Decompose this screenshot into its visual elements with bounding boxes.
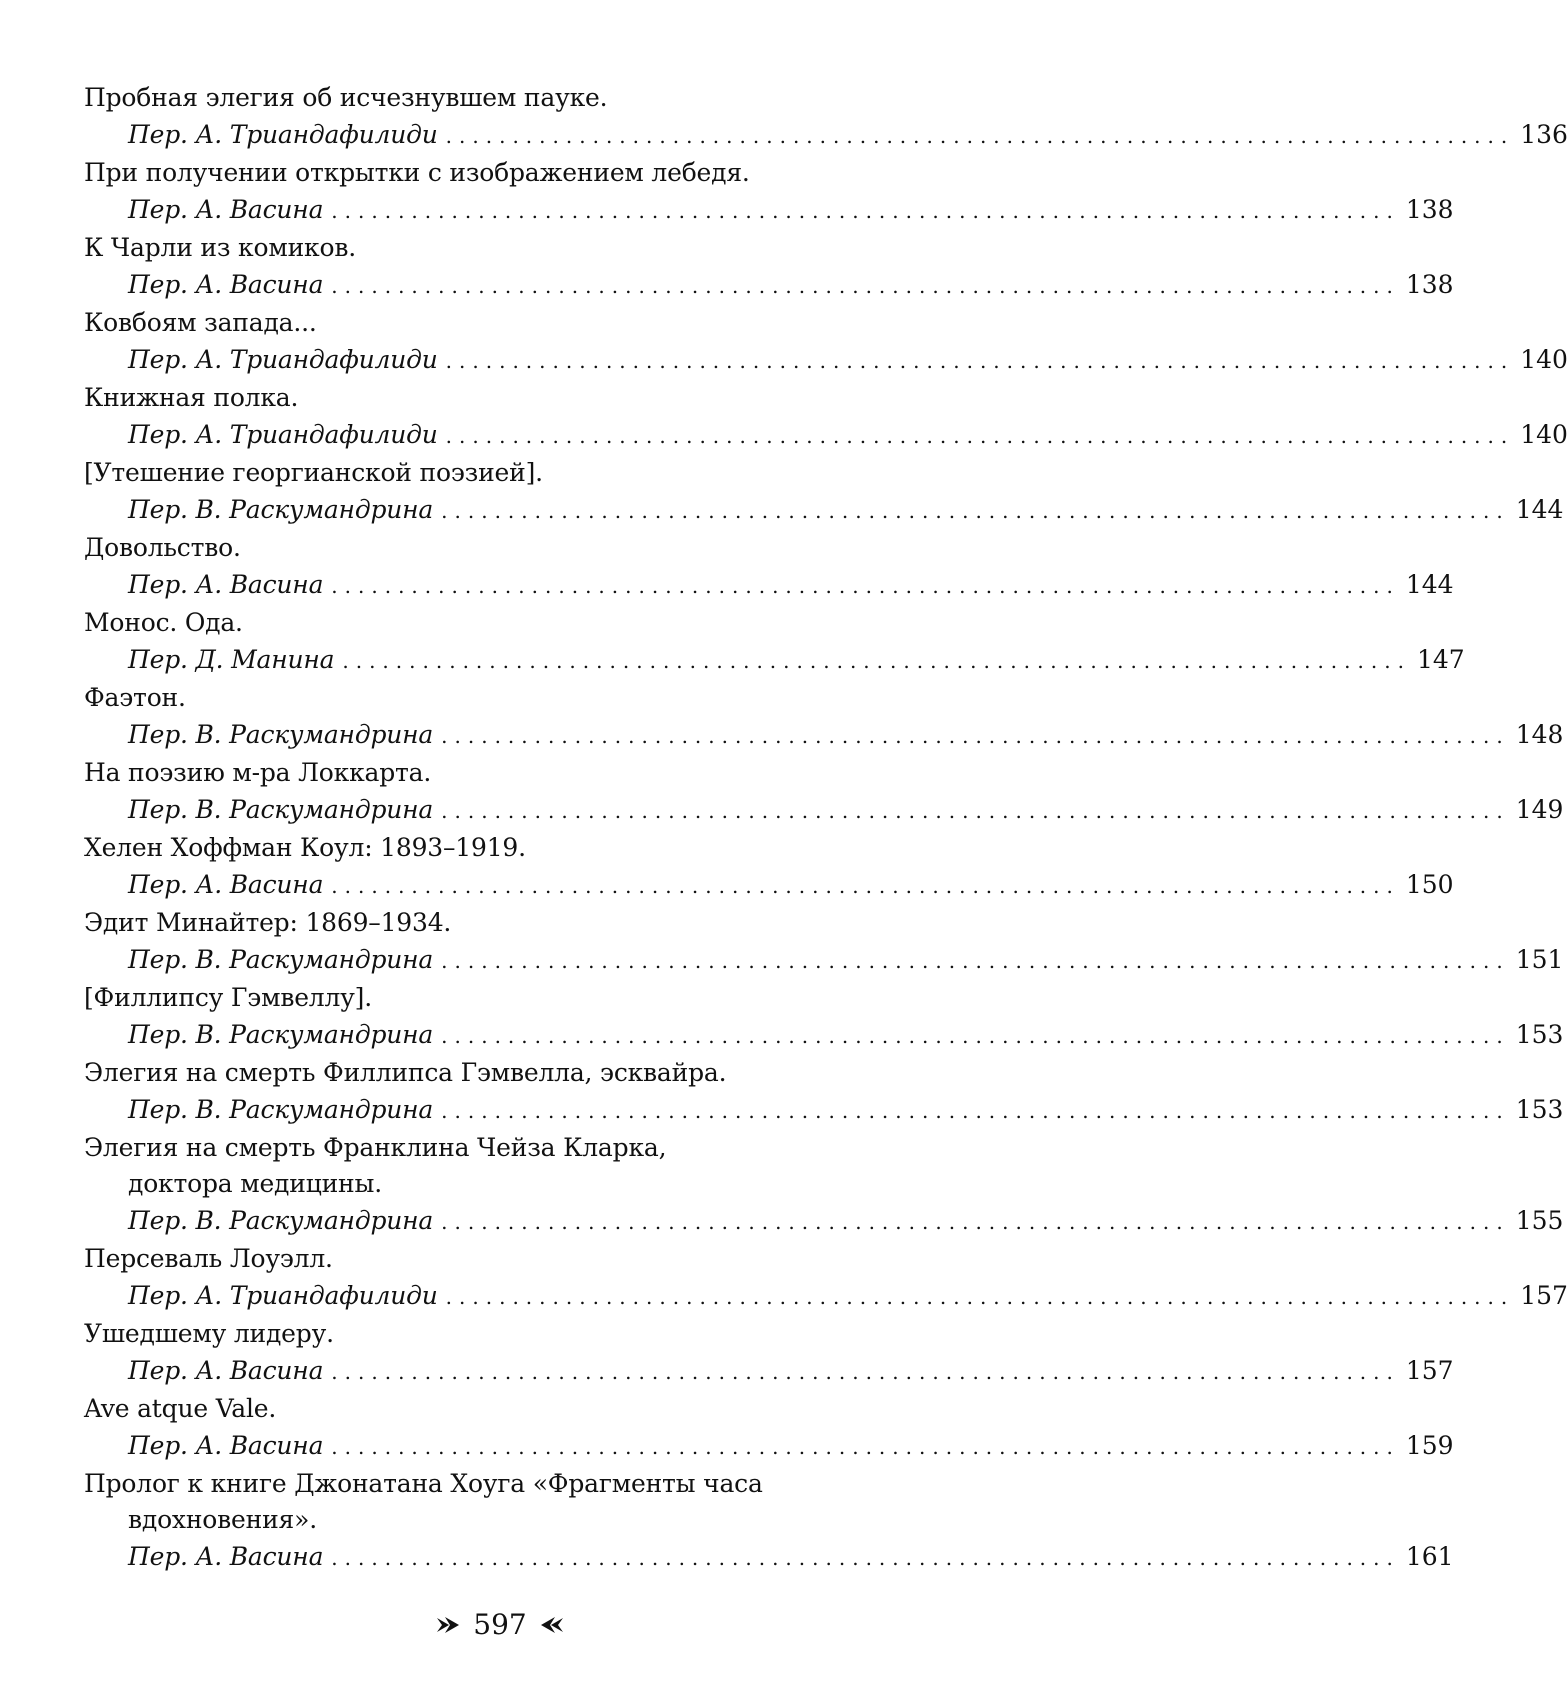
dot-leader: ................................................................................ — [441, 724, 1510, 748]
toc-entry — [84, 830, 1454, 905]
translator-line — [84, 641, 1465, 680]
entry-title: При получении открытки с изображением лебедя. — [84, 158, 750, 187]
toc-entry — [84, 755, 1564, 830]
entry-title: Фаэтон. — [84, 683, 186, 712]
entry-page-number: 138 — [1405, 270, 1454, 299]
translator-line — [84, 1277, 1568, 1316]
entry-page-number: 144 — [1515, 495, 1564, 524]
entry-title: Элегия на смерть Филлипса Гэмвелла, эсквайра. — [84, 1058, 727, 1087]
translator-line — [84, 941, 1564, 980]
entry-page-number: 140 — [1520, 420, 1568, 449]
translator-name: Пер. В. Раскумандрина — [128, 495, 434, 524]
toc-entry — [84, 905, 1564, 980]
entry-page-number: 161 — [1405, 1542, 1454, 1571]
entry-page-number: 153 — [1515, 1020, 1564, 1049]
entry-title: На поэзию м-ра Локкарта. — [84, 758, 432, 787]
translator-line — [84, 716, 1564, 755]
translator-line — [84, 416, 1568, 455]
translator-line — [84, 1427, 1454, 1466]
translator-name: Пер. А. Триандафилиди — [128, 420, 438, 449]
dot-leader: ................................................................................ — [441, 799, 1510, 823]
translator-name: Пер. А. Васина — [128, 570, 324, 599]
entry-page-number: 157 — [1520, 1281, 1568, 1310]
dot-leader: ................................................................................ — [441, 1099, 1510, 1123]
dot-leader: ................................................................................ — [331, 574, 1400, 598]
dot-leader: ................................................................................ — [331, 199, 1400, 223]
toc-entry — [84, 1316, 1454, 1391]
translator-line — [84, 266, 1454, 305]
dot-leader: ................................................................................ — [342, 649, 1411, 673]
translator-line — [84, 341, 1568, 380]
translator-name: Пер. В. Раскумандрина — [128, 1206, 434, 1235]
entry-title: Эдит Минайтер: 1869–1934. — [84, 908, 452, 937]
toc-entry — [84, 455, 1564, 530]
entry-page-number: 153 — [1515, 1095, 1564, 1124]
entry-page-number: 136 — [1520, 120, 1568, 149]
dot-leader: ................................................................................ — [445, 349, 1515, 373]
entry-page-number: 159 — [1405, 1431, 1454, 1460]
translator-name: Пер. А. Триандафилиди — [128, 120, 438, 149]
toc-entry — [84, 605, 1465, 680]
dot-leader: ................................................................................ — [441, 1024, 1510, 1048]
translator-line — [84, 1016, 1564, 1055]
toc-entry — [84, 80, 1568, 155]
translator-name: Пер. В. Раскумандрина — [128, 945, 434, 974]
translator-line — [84, 191, 1454, 230]
page-number: 597 — [473, 1608, 527, 1641]
entry-page-number: 151 — [1515, 945, 1564, 974]
dot-leader: ................................................................................ — [331, 1360, 1400, 1384]
entry-page-number: 140 — [1520, 345, 1568, 374]
entry-page-number: 144 — [1405, 570, 1454, 599]
translator-name: Пер. А. Васина — [128, 870, 324, 899]
entry-title: Монос. Ода. — [84, 608, 243, 637]
translator-name: Пер. А. Васина — [128, 1542, 324, 1571]
entry-title: Персеваль Лоуэлл. — [84, 1244, 333, 1273]
translator-line — [84, 1352, 1454, 1391]
translator-line — [84, 791, 1564, 830]
dot-leader: ................................................................................ — [441, 1210, 1510, 1234]
translator-name: Пер. А. Васина — [128, 1356, 324, 1385]
entry-title: [Утешение георгианской поэзией]. — [84, 458, 543, 487]
entry-title: Элегия на смерть Франклина Чейза Кларка, — [84, 1133, 667, 1162]
entry-title: Ушедшему лидеру. — [84, 1319, 334, 1348]
entry-title: Пробная элегия об исчезнувшем пауке. — [84, 83, 608, 112]
page-folio — [0, 1608, 1000, 1641]
entry-title: Ave atque Vale. — [84, 1394, 277, 1423]
toc-entry — [84, 1055, 1564, 1130]
translator-name: Пер. А. Васина — [128, 270, 324, 299]
entry-title: Книжная полка. — [84, 383, 299, 412]
entry-title: Хелен Хоффман Коул: 1893–1919. — [84, 833, 526, 862]
dot-leader: ................................................................................ — [441, 949, 1510, 973]
entry-page-number: 138 — [1405, 195, 1454, 224]
entry-title: доктора медицины. — [128, 1169, 382, 1198]
translator-name: Пер. В. Раскумандрина — [128, 795, 434, 824]
translator-name: Пер. А. Триандафилиди — [128, 345, 438, 374]
translator-name: Пер. А. Васина — [128, 1431, 324, 1460]
toc-entry — [84, 380, 1568, 455]
entry-title: Довольство. — [84, 533, 241, 562]
entry-title: Ковбоям запада... — [84, 308, 317, 337]
entry-page-number: 147 — [1416, 645, 1465, 674]
translator-line — [84, 1538, 1454, 1577]
entry-page-number: 150 — [1405, 870, 1454, 899]
toc-entry — [84, 1241, 1568, 1316]
toc-entry — [84, 1130, 1564, 1241]
translator-name: Пер. Д. Манина — [128, 645, 335, 674]
translator-line — [84, 491, 1564, 530]
toc-entry — [84, 1466, 1454, 1577]
dot-leader: ................................................................................ — [331, 1435, 1400, 1459]
entry-title: [Филлипсу Гэмвеллу]. — [84, 983, 372, 1012]
entry-page-number: 149 — [1515, 795, 1564, 824]
toc-entry — [84, 980, 1564, 1055]
entry-title: Пролог к книге Джонатана Хоуга «Фрагменты часа — [84, 1469, 763, 1498]
toc-entry — [84, 530, 1454, 605]
arrow-left-icon — [539, 1614, 565, 1636]
entry-page-number: 148 — [1515, 720, 1564, 749]
toc-entry — [84, 1391, 1454, 1466]
translator-name: Пер. В. Раскумандрина — [128, 1095, 434, 1124]
dot-leader: ................................................................................ — [445, 1285, 1515, 1309]
toc-entry — [84, 155, 1454, 230]
entry-page-number: 155 — [1515, 1206, 1564, 1235]
table-of-contents — [84, 80, 1568, 1577]
arrow-right-icon — [435, 1614, 461, 1636]
dot-leader: ................................................................................ — [445, 424, 1515, 448]
entry-title: К Чарли из комиков. — [84, 233, 356, 262]
translator-name: Пер. В. Раскумандрина — [128, 1020, 434, 1049]
entry-title: вдохновения». — [128, 1505, 317, 1534]
translator-name: Пер. В. Раскумандрина — [128, 720, 434, 749]
toc-entry — [84, 305, 1568, 380]
translator-name: Пер. А. Васина — [128, 195, 324, 224]
dot-leader: ................................................................................ — [445, 124, 1515, 148]
dot-leader: ................................................................................ — [331, 1546, 1400, 1570]
translator-name: Пер. А. Триандафилиди — [128, 1281, 438, 1310]
toc-entry — [84, 680, 1564, 755]
translator-line — [84, 1202, 1564, 1241]
entry-page-number: 157 — [1405, 1356, 1454, 1385]
dot-leader: ................................................................................ — [331, 274, 1400, 298]
translator-line — [84, 1091, 1564, 1130]
translator-line — [84, 116, 1568, 155]
dot-leader: ................................................................................ — [441, 499, 1510, 523]
toc-entry — [84, 230, 1454, 305]
translator-line — [84, 866, 1454, 905]
dot-leader: ................................................................................ — [331, 874, 1400, 898]
translator-line — [84, 566, 1454, 605]
